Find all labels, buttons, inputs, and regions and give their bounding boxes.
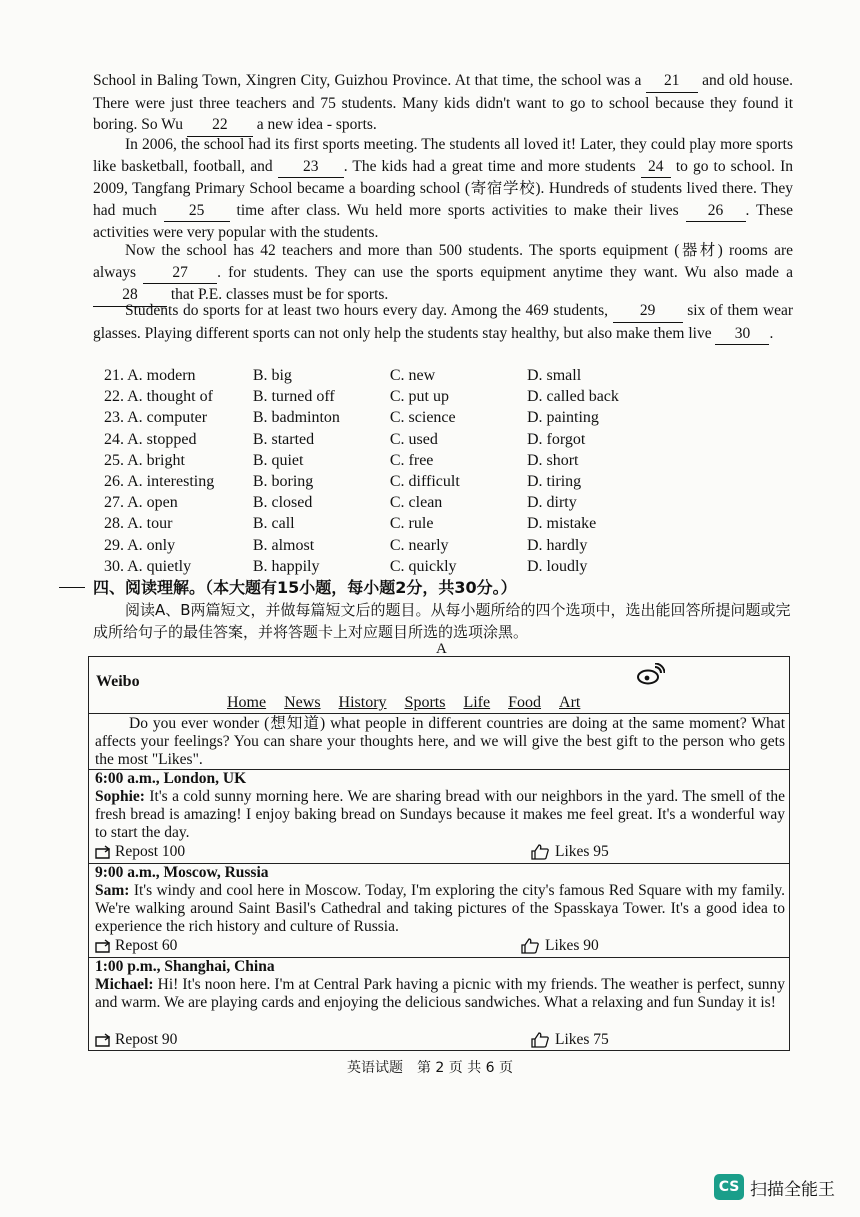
cs-logo-icon: CS [714,1174,744,1200]
option-choice: D. painting [526,409,599,427]
option-choice: C. clean [389,494,443,512]
option-row [104,386,664,407]
option-choice: 27. A. open [104,494,178,512]
passage-letter: A [436,641,447,657]
option-choice: C. new [389,367,436,384]
option-choice: B. call [252,515,295,533]
option-row [104,492,664,513]
post-time: 9:00 a.m., Moscow, Russia [95,864,269,881]
nav-item-life[interactable]: Life [463,694,491,711]
option-choice: 23. A. computer [104,409,208,427]
option-choice: 21. A. modern [104,367,196,384]
repost-button[interactable]: Repost 60 [95,937,177,955]
post-3 [95,958,785,1012]
option-row [104,407,664,428]
option-choice: C. difficult [389,472,460,490]
post-2-footer [95,937,785,957]
nav-item-art[interactable]: Art [559,694,581,711]
nav-item-sports[interactable]: Sports [404,694,446,711]
option-choice: B. happily [252,557,320,575]
blank-22: 22 [187,114,253,137]
option-choice: D. mistake [526,515,597,533]
repost-icon [95,845,113,859]
option-choice: B. closed [252,494,313,512]
post-time: 6:00 a.m., London, UK [95,770,247,787]
repost-icon [95,1033,113,1047]
blank-28: 28 [93,284,167,307]
scanner-watermark [714,1174,835,1200]
passage-paragraph-3: Now the school has 42 teachers and more than 500 students. The sports equipment (器材) rooms are always 27 . for students. They can use the sports equipment anytime they want. Wu also made a 28 that P.E. classes must be for sports. [93,240,793,307]
option-choice: B. almost [252,536,315,554]
option-choice: B. started [252,430,315,448]
option-choice: D. called back [526,388,619,406]
option-choice: C. quickly [389,557,457,575]
option-choice: D. short [526,451,579,469]
like-button[interactable]: Likes 75 [531,1031,609,1049]
post-text: Hi! It's noon here. I'm at Central Park having a picnic with my friends. The weather is perfect, sunny and warm. We are playing cards and enjoying the delicious sandwiches. What a relaxing and fun Sunday it is! [95,976,785,1011]
option-choice: 26. A. interesting [104,472,215,490]
option-row [104,513,664,534]
post-time: 1:00 p.m., Shanghai, China [95,958,275,975]
option-choice: C. rule [389,515,434,533]
option-choice: C. put up [389,388,449,406]
option-row [104,450,664,471]
pen-mark [59,587,85,588]
weibo-title: Weibo [96,673,140,690]
option-choice: D. hardly [526,536,588,554]
blank-23: 23 [278,156,344,179]
post-1-footer [95,843,785,863]
option-choice: C. science [389,409,456,427]
answer-options [104,365,664,577]
option-choice: 29. A. only [104,536,176,554]
option-choice: 25. A. bright [104,451,185,469]
option-choice: 30. A. quietly [104,557,192,575]
nav-item-news[interactable]: News [284,694,321,711]
option-choice: C. free [389,451,434,469]
divider [89,713,789,714]
option-choice: D. forgot [526,430,586,448]
nav-item-home[interactable]: Home [227,694,267,711]
option-row [104,429,664,450]
like-button[interactable]: Likes 90 [521,937,599,955]
passage-paragraph-4: Students do sports for at least two hours every day. Among the 469 students, 29 six of them wear glasses. Playing different sports can not only help the students stay healthy, but also make them live 30 . [93,300,793,345]
post-1 [95,770,785,842]
blank-25: 25 [164,200,230,223]
option-choice: 28. A. tour [104,515,173,533]
post-2 [95,864,785,936]
option-row [104,365,664,386]
post-3-footer [95,1031,785,1051]
option-choice: C. nearly [389,536,449,554]
post-text: It's a cold sunny morning here. We are sharing bread with our neighbors in the yard. The smell of the fresh bread is amazing! I enjoy baking bread on Sundays because it makes me feel great. It's a wonderful way to start the day. [95,788,785,841]
option-choice: B. boring [252,472,314,490]
weibo-nav [227,694,580,712]
page-footer: 英语试题 第 2 页 共 6 页 [346,1060,514,1076]
option-choice: D. dirty [526,494,577,512]
blank-21: 21 [646,70,698,93]
option-choice: 22. A. thought of [104,388,213,406]
section-instruction: 阅读A、B两篇短文，并做每篇短文后的题目。从每小题所给的四个选项中，选出能回答所提问题或完成所给句子的最佳答案，并将答题卡上对应题目所选的选项涂黑。 [93,601,791,641]
post-author: Sam: [95,882,130,899]
weibo-box [88,656,790,1051]
option-choice: B. quiet [252,451,304,469]
repost-icon [95,939,113,953]
nav-item-history[interactable]: History [338,694,387,711]
option-choice: D. small [526,367,582,384]
option-choice: B. badminton [252,409,340,427]
passage-paragraph-1: School in Baling Town, Xingren City, Guizhou Province. At that time, the school was a 21 and old house. There were just three teachers and 75 students. Many kids didn't want to go to school because they found it boring. So Wu 22 a new idea - sports. [93,70,793,137]
blank-30: 30 [715,323,769,346]
blank-29: 29 [613,300,683,323]
like-button[interactable]: Likes 95 [531,843,609,861]
option-choice: B. turned off [252,388,335,406]
option-choice: D. loudly [526,557,588,575]
scanner-name: 扫描全能王 [750,1179,835,1200]
option-row [104,535,664,556]
blank-27: 27 [143,262,217,285]
thumbs-up-icon [531,844,549,860]
weibo-intro: Do you ever wonder (想知道) what people in different countries are doing at the same moment? What affects your feelings? You can share your thoughts here, and we will give the best gift to the person who gets the most "Likes". [95,715,785,768]
thumbs-up-icon [531,1032,549,1048]
section-heading: 四、阅读理解。（本大题有15小题，每小题2分，共30分。） [93,577,813,598]
post-text: It's windy and cool here in Moscow. Today, I'm exploring the city's famous Red Square with my family. We're walking around Saint Basil's Cathedral and taking pictures of the Spasskaya Tower. It's a good idea to experience the rich history and culture of Russia. [95,882,785,935]
passage-paragraph-2: In 2006, the school had its first sports meeting. The students all loved it! Later, they could play more sports like basketball, football, and 23 . The kids had a great time and more students 24 to go to school. In 2009, Tangfang Primary School became a boarding school (寄宿学校). Hundreds of students lived there. They had much 25 time after class. Wu held more sports activities to make their lives 26 . These activities were very popular with the students. [93,136,794,241]
option-choice: D. tiring [526,472,582,490]
nav-item-food[interactable]: Food [508,694,542,711]
option-row [104,556,664,577]
blank-26: 26 [686,200,746,223]
weibo-logo-icon [637,663,665,685]
option-choice: 24. A. stopped [104,430,197,448]
blank-24: 24 [641,156,671,179]
option-row [104,471,664,492]
option-choice: C. used [389,430,438,448]
thumbs-up-icon [521,938,539,954]
repost-button[interactable]: Repost 90 [95,1031,177,1049]
post-author: Sophie: [95,788,145,805]
post-author: Michael: [95,976,154,993]
repost-button[interactable]: Repost 100 [95,843,185,861]
option-choice: B. big [252,367,292,384]
